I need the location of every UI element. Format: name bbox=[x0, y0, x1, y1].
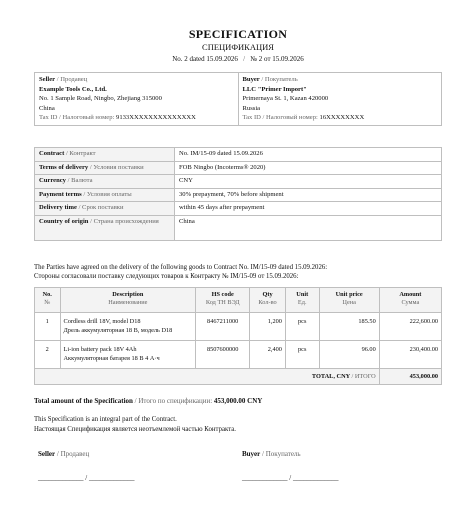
integral-en: This Specification is an integral part of the Contract. bbox=[34, 416, 177, 423]
date-ru: № 2 от 15.09.2026 bbox=[250, 55, 304, 63]
row-no: 1 bbox=[35, 313, 61, 341]
term-row: Terms of delivery / Условия поставки FOB Ningbo (Incoterms® 2020) bbox=[35, 161, 442, 175]
row-unit: pcs bbox=[285, 313, 319, 341]
term-value: within 45 days after prepayment bbox=[175, 202, 442, 216]
seller-block: Seller / Продавец Example Tools Co., Ltd. No. 1 Sample Road, Ningbo, Zhejiang 315000 China Tax ID / Налоговый номер: 9133XXXXXXXXXXXXXX bbox=[35, 73, 239, 126]
seller-label: Seller bbox=[39, 76, 56, 83]
col-no: No. № bbox=[35, 288, 61, 313]
total-amount-line: Total amount of the Specification / Итого по спецификации: 453,000.00 CNY bbox=[34, 397, 263, 405]
col-unit-price: Unit price Цена bbox=[319, 288, 379, 313]
total-amount-label: Total amount of the Specification bbox=[34, 397, 133, 405]
seller-name: Example Tools Co., Ltd. bbox=[39, 85, 107, 93]
seller-tax-id: 9133XXXXXXXXXXXXXX bbox=[116, 114, 196, 122]
buyer-country: Russia bbox=[242, 104, 261, 112]
row-price: 185.50 bbox=[319, 313, 379, 341]
row-qty: 1,200 bbox=[250, 313, 286, 341]
term-label: Delivery time bbox=[39, 204, 77, 212]
integral-ru: Настоящая Спецификация является неотъемлемой частью Контракта. bbox=[34, 425, 236, 433]
seller-tax-label: Tax ID / Налоговый номер: bbox=[39, 114, 115, 122]
col-description: Description Наименование bbox=[60, 288, 196, 313]
term-label-ru: Валюта bbox=[71, 177, 93, 185]
goods-table bbox=[34, 287, 442, 385]
term-value: 30% prepayment, 70% before shipment bbox=[175, 188, 442, 202]
date-separator: / bbox=[243, 55, 246, 63]
term-row: Currency / Валюта CNY bbox=[35, 175, 442, 189]
row-qty: 2,400 bbox=[250, 340, 286, 368]
row-hs: 8507600000 bbox=[196, 340, 250, 368]
term-value: CNY bbox=[175, 175, 442, 189]
term-label-ru: Страна происхождения bbox=[93, 217, 159, 225]
term-row: Country of origin / Страна происхождения China bbox=[35, 215, 442, 240]
term-label: Contract bbox=[39, 150, 65, 158]
col-amount: Amount Сумма bbox=[379, 288, 441, 313]
integral-text bbox=[34, 415, 236, 434]
term-value: No. IM/15-09 dated 15.09.2026 bbox=[175, 148, 442, 162]
date-en: No. 2 dated 15.09.2026 bbox=[172, 55, 238, 63]
doc-subtitle: СПЕЦИФИКАЦИЯ bbox=[202, 42, 274, 52]
total-row bbox=[35, 368, 442, 384]
row-hs: 8467211000 bbox=[196, 313, 250, 341]
term-label-ru: Контракт bbox=[69, 150, 96, 158]
seller-label-ru: Продавец bbox=[60, 76, 88, 83]
parties-table bbox=[34, 72, 442, 126]
intro-ru: Стороны согласовали поставку следующих товаров к Контракту № IM/15-09 от 15.09.2026: bbox=[34, 273, 299, 281]
buyer-block: Buyer / Покупатель LLC "Primer Import" Primernaya St. 1, Kazan 420000 Russia Tax ID / Налоговый номер: 16XXXXXXXX bbox=[238, 73, 442, 126]
term-value: China bbox=[175, 215, 442, 240]
intro-text bbox=[34, 263, 454, 281]
seller-country: China bbox=[39, 104, 55, 112]
buyer-tax-id: 16XXXXXXXX bbox=[319, 114, 365, 122]
terms-table bbox=[34, 147, 442, 241]
goods-header-row bbox=[35, 288, 442, 313]
row-description: Cordless drill 18V, model D18 Дрель аккумуляторная 18 В, модель D18 bbox=[60, 313, 196, 341]
total-label: TOTAL, CNY / ИТОГО bbox=[35, 368, 380, 384]
table-row bbox=[35, 340, 442, 368]
doc-number-date bbox=[0, 55, 476, 63]
term-label-ru: Условия поставки bbox=[93, 163, 144, 171]
seller-signature-label: Seller / Продавец bbox=[38, 450, 90, 458]
table-row bbox=[35, 313, 442, 341]
col-unit: Unit Ед. bbox=[285, 288, 319, 313]
term-row: Contract / Контракт No. IM/15-09 dated 15.09.2026 bbox=[35, 148, 442, 162]
doc-title: SPECIFICATION bbox=[188, 27, 288, 41]
seller-signature-line[interactable]: _____________ / _____________ bbox=[38, 474, 135, 482]
term-row: Payment terms / Условия оплаты 30% prepayment, 70% before shipment bbox=[35, 188, 442, 202]
row-price: 96.00 bbox=[319, 340, 379, 368]
row-unit: pcs bbox=[285, 340, 319, 368]
term-label-ru: Условия оплаты bbox=[86, 190, 132, 198]
term-value: FOB Ningbo (Incoterms® 2020) bbox=[175, 161, 442, 175]
total-value: 453,000.00 bbox=[379, 368, 441, 384]
row-description: Li-ion battery pack 18V 4Ah Аккумуляторная батарея 18 В 4 А·ч bbox=[60, 340, 196, 368]
buyer-signature-label: Buyer / Покупатель bbox=[242, 450, 301, 458]
buyer-name: LLC "Primer Import" bbox=[242, 85, 307, 93]
row-no: 2 bbox=[35, 340, 61, 368]
col-qty: Qty Кол-во bbox=[250, 288, 286, 313]
buyer-signature-line[interactable]: _____________ / _____________ bbox=[242, 474, 339, 482]
buyer-tax-label: Tax ID / Налоговый номер: bbox=[242, 114, 318, 122]
row-amount: 222,600.00 bbox=[379, 313, 441, 341]
term-row: Delivery time / Срок поставки within 45 days after prepayment bbox=[35, 202, 442, 216]
term-label: Payment terms bbox=[39, 190, 82, 198]
term-label-ru: Срок поставки bbox=[82, 204, 124, 212]
buyer-address: Primernaya St. 1, Kazan 420000 bbox=[242, 95, 329, 103]
term-label: Country of origin bbox=[39, 217, 89, 225]
col-hs-code: HS code Код ТН ВЭД bbox=[196, 288, 250, 313]
row-amount: 230,400.00 bbox=[379, 340, 441, 368]
buyer-label-ru: Покупатель bbox=[264, 76, 298, 83]
total-amount-label-ru: Итого по спецификации: bbox=[138, 397, 213, 405]
intro-en: The Parties have agreed on the delivery of the following goods to Contract No. IM/15-09 dated 15.09.2026: bbox=[34, 264, 328, 271]
term-label: Currency bbox=[39, 177, 66, 185]
total-amount-value: 453,000.00 CNY bbox=[213, 397, 263, 405]
buyer-label: Buyer bbox=[242, 76, 260, 83]
term-label: Terms of delivery bbox=[39, 163, 89, 171]
seller-address: No. 1 Sample Road, Ningbo, Zhejiang 315000 bbox=[39, 95, 162, 103]
